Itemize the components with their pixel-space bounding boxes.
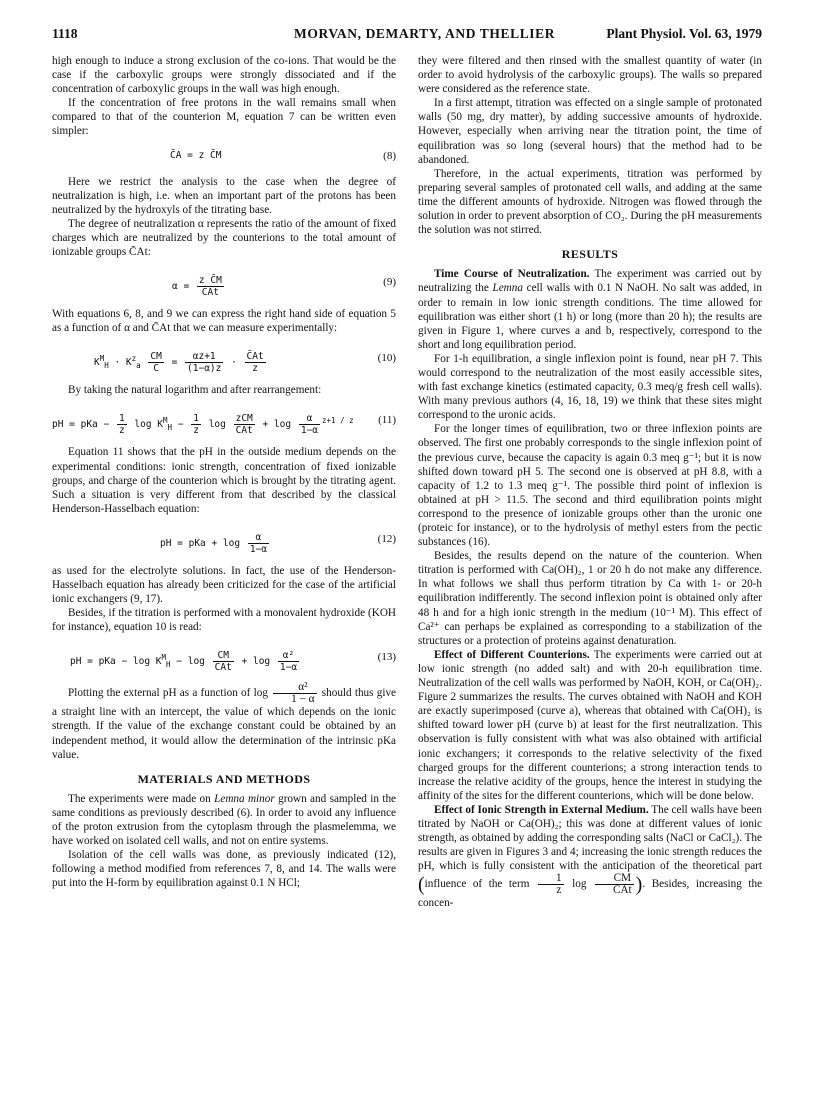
fraction: $\frac{C̄At}{z}$ — [246, 351, 264, 375]
equation-number: (13) — [377, 651, 396, 664]
paragraph: In a first attempt, titration was effected on a single sample of protonated walls (50 mg, dry matter), by adding successive amounts of hydroxide. However, especially when arriving near the titration point, the time of equilibration was so long (several hours) that the method had to be abandoned. — [418, 97, 762, 166]
paragraph: high enough to induce a strong exclusion of the co-ions. That would be the case if the carboxylic groups were strongly dissociated and if the concentration of carboxylic groups in the wall was high enough. — [52, 55, 396, 96]
page-number: 1118 — [52, 26, 78, 41]
running-header — [52, 26, 762, 46]
section-heading-methods: MATERIALS AND METHODS — [137, 771, 311, 786]
paragraph: The degree of neutralization α represents the ratio of the amount of fixed charges which are neutralized by the counterions to the total amount of ionizable groups C̄At: — [52, 217, 396, 259]
paragraph: With equations 6, 8, and 9 we can express the right hand side of equation 5 as a function of α and C̄At that we can measure experimentally: — [52, 308, 396, 335]
left-column — [52, 54, 396, 890]
equation-12 — [52, 520, 396, 560]
journal-citation: Plant Physiol. Vol. 63, 1979 — [606, 26, 762, 41]
equation-11 — [52, 401, 396, 441]
fraction: $\frac{1}{z}$ — [538, 873, 564, 896]
paragraph: as used for the electrolyte solutions. In fact, the use of the Henderson-Hasselbach equation has already been criticized for the case of the artificial ionic exchangers (9, 17). — [52, 564, 396, 606]
paragraph: Besides, if the titration is performed with a monovalent hydroxide (KOH for instance), equation 10 is read: — [52, 607, 396, 634]
paragraph: Effect of Ionic Strength in External Medium. The cell walls have been titrated by NaOH or Ca(OH)₂; this was done at different values of ionic strength, as obtained by adding the corresponding salts (NaCl or CaCl₂). The results are given in Figures 3 and 4; increasing the ionic strength reduces the pH, which is fully consistent with the anticipation of the theoretical part (influence of the term $\frac{1}{z}$ log $\frac{CM}{C̄At}$ ). Besides, increasing the concen- — [418, 803, 763, 910]
paragraph: Isolation of the cell walls was done, as previously indicated (12), following a method modified from references 7, 8, and 14. The walls were put into the H-form by equilibration against 0.1 N HCl; — [52, 849, 396, 890]
subsection-title: Effect of Different Counterions. — [434, 648, 590, 661]
subsection-title: Effect of Ionic Strength in External Medium. — [434, 803, 649, 816]
subsection-title: Time Course of Neutralization. — [434, 268, 590, 281]
paragraph: Equation 11 shows that the pH in the outside medium depends on the experimental conditions: ionic strength, concentration of fixed ionizable groups, and charge of the counterion which is brought by the titrating agent. Such a situation is very different from that described by the classical Henderson-Hasselbach equation: — [52, 446, 396, 515]
paragraph: By taking the natural logarithm and after rearrangement: — [68, 384, 322, 397]
paragraph: Plotting the external pH as a function of log $\frac{\text{α²}}{1 - \alpha}$ should thus give a straight line with an intercept, the value of which depends on the ionic strength. If the value of the exchange constant could be obtained by an independent method, it would allow the determination of the intrinsic pKa value. — [52, 681, 397, 761]
equation-13 — [52, 638, 396, 678]
paragraph: Time Course of Neutralization. The experiment was carried out by neutralizing the Lemna cell walls with 0.1 N NaOH. No salt was added, in order to remain in low ionic strength conditions. The time allowed for equilibration was either short (1 h) or long (more than 20 h); the results are given in Figure 1, where curves a and b, respectively, correspond to the short and long equilibration period. — [418, 268, 762, 351]
equation-body: C̄A = z C̄M — [170, 149, 222, 161]
equation-body: pH = pKa − $\log K^M_H - \log$ $\frac{CM}{C̄At}$ + log $\frac{\text{α²}}{1-\alpha}$ — [70, 650, 298, 674]
equation-8 — [52, 143, 396, 171]
paragraph: The experiments were made on Lemna minor grown and sampled in the same conditions as previously described (6). In order to avoid any influence of the proton extrusion from the cytoplasm through the plasmelemma, we have worked on isolated cell walls, and not on entire systems. — [52, 792, 397, 848]
right-column — [418, 54, 762, 910]
paragraph: For 1-h equilibration, a single inflexion point is found, near pH 7. This would correspond to the neutralization of the most easily accessible sites, with fast exchange kinetics (estimated capacity, 0.3 meq/g fresh cell walls). With many previous authors (4, 16, 18, 19) we think that these sites might correspond to the uronic acids. — [418, 352, 762, 422]
equation-number: (11) — [378, 414, 396, 427]
section-heading-results: RESULTS — [561, 247, 619, 262]
equation-number: (9) — [383, 276, 396, 289]
fraction: $\frac{CM}{C̄At}$ — [595, 873, 634, 896]
fraction: $\frac{\text{α²}}{1 - \alpha}$ — [273, 682, 316, 705]
paragraph: Therefore, in the actual experiments, titration was performed by preparing several samples of protonated cell walls, and adding at the same time the different amounts of hydroxide. Nitrogen was flowed through the solution in order to prevent absorption of CO₂. During the pH measurements the solution was not stirred. — [418, 167, 762, 237]
fraction: $\frac{\alpha z+1}{(1-\alpha)z}$ — [187, 351, 222, 375]
paragraph: Effect of Different Counterions. The experiments were carried out at low ionic strength (no added salt) and with 20-h equilibration time. Neutralization of the cell walls was performed by NaOH, KOH, or Ca(OH)₂. Figure 2 summarizes the results. The curves obtained with NaOH and KOH are exactly superimposed (curve a), whereas that obtained with Ca(OH)₂ is shifted toward lower pH (curve b) at least for the first neutralization. This observation is fully consistent with what was also obtained with artificial ionic exchangers; it corresponds to the relative selectivity of the fixed charged groups for the different counterions; a strong interaction tends to increase the relative acidity of the groups, hence the interest in studying the affinity of the sites for the different counterions, which will be done below. — [418, 648, 762, 802]
fraction: $\frac{\text{z C̄M}}{C̄At}$ — [198, 275, 222, 299]
paragraph: they were filtered and then rinsed with the smallest quantity of water (in order to avoid hydrolysis of the carboxylic groups). The walls so prepared were considered as the reference state. — [418, 55, 762, 96]
equation-10 — [52, 339, 396, 379]
equation-body: pH = pKa − $\frac{1}{z}$ $\log K^M_H$ − $\frac{1}{z}$ log $\frac{\text{zCM}}{C̄At}$ + log $\frac{\alpha}{1-\alpha}$ $^{z+1 / z}$ — [52, 413, 354, 437]
equation-9 — [52, 263, 396, 303]
paragraph: Besides, the results depend on the nature of the counterion. When titration is performed with Ca(OH)₂, 1 or 20 h do not make any difference. In what follows we shall thus perform titration by Ca with 1- or 20-h equilibration indifferently. The second inflexion point is obtained only after 48 h and for a high ionic strength in the medium (10⁻¹ M). This effect of Ca²⁺ can perhaps be explained as corresponding to a stabilization of the structures or a protection of proteins against denaturation. — [418, 550, 762, 647]
paragraph: For the longer times of equilibration, two or three inflexion points are observed. The first one probably corresponds to the single inflexion point of the previous curve, because the capacity is again 0.3 meq g⁻¹; but it is now shifted down toward pH 5. The second one is observed at pH 8.8, with a capacity of 1.2 to 1.3 meq g⁻¹. The possible third point of inflexion is obtained at pH > 11.5. The second and third equilibration points might correspond to the presence of ionizable groups other than the uronic one (proteic for instance), or to the hydrolysis of methyl esters from the pectic substances (16). — [418, 423, 762, 549]
running-authors: MORVAN, DEMARTY, AND THELLIER — [294, 26, 556, 41]
equation-number: (10) — [377, 352, 396, 365]
paragraph: Here we restrict the analysis to the case when the degree of neutralization is high, i.e. when an important part of the protons has been neutralized by the hydroxyls of the titrating base. — [52, 175, 396, 216]
paragraph: If the concentration of free protons in the wall remains small when compared to that of the counterion M, equation 7 can be written even simpler: — [52, 97, 396, 138]
equation-number: (8) — [383, 149, 396, 162]
equation-body: α = $\frac{\text{z C̄M}}{C̄At}$ — [172, 275, 222, 299]
equation-body: pH = pKa + log $\frac{\alpha}{1-\alpha}$ — [160, 531, 267, 555]
equation-number: (12) — [377, 532, 396, 545]
equation-body: $K^M_H \cdot K^z_a$ $\frac{CM}{C}$ = $\frac{\alpha z+1}{(1-\alpha)z}$ · $\frac{C̄At}{z}$ — [94, 351, 264, 375]
fraction: $\frac{CM}{C}$ — [150, 351, 162, 375]
